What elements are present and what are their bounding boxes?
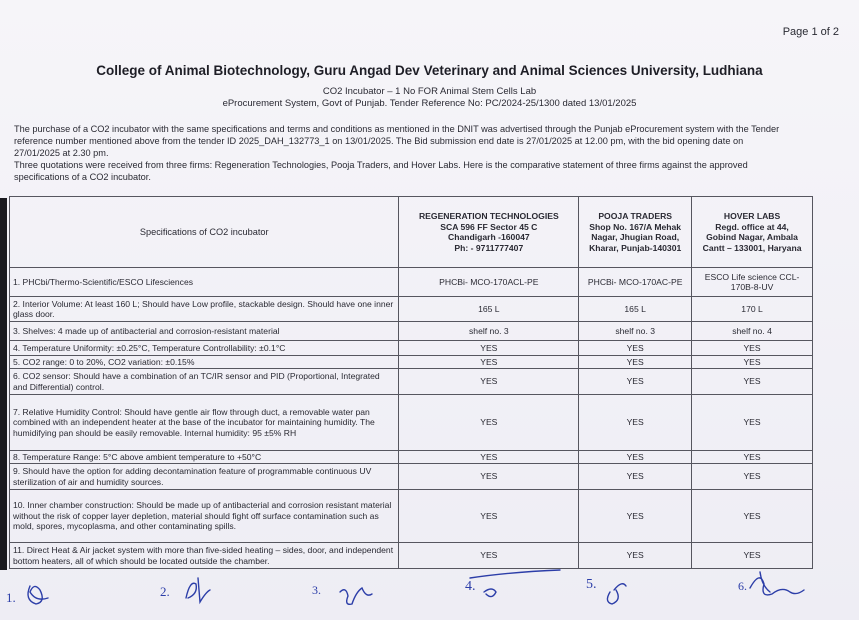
signature-strip	[0, 568, 859, 620]
intro-paragraph-1: The purchase of a CO2 incubator with the same specifications and terms and conditions as mentioned in the DNIT was advertised through the Punjab eProcurement system with the Tender reference number mentioned above from the tender ID 2025_DAH_132773_1 on 13/01/2025. The Bid submission end date is 27/01/2025 at 12.00 pm, with the bid opening date on 27/01/2025 at 2.30 pm.	[14, 124, 780, 158]
value-cell: YES	[399, 464, 579, 490]
firm-name: REGENERATION TECHNOLOGIES	[418, 211, 559, 221]
signature-2	[186, 578, 210, 602]
value-cell: YES	[692, 543, 813, 569]
value-cell: YES	[579, 464, 692, 490]
value-cell: YES	[692, 490, 813, 543]
firm-header-2	[579, 197, 692, 268]
value-cell: shelf no. 3	[579, 322, 692, 341]
value-cell: shelf no. 3	[399, 322, 579, 341]
intro-paragraph-2: Three quotations were received from three firms: Regeneration Technologies, Pooja Traders, and Hover Labs. Here is the comparative statement of three firms against the approved specifications of a CO2 incubator.	[14, 160, 748, 182]
table-row	[10, 369, 813, 395]
value-cell: YES	[399, 341, 579, 356]
spec-cell: 4. Temperature Uniformity: ±0.25°C, Temperature Controllability: ±0.1°C	[10, 341, 399, 356]
firm-address-line: Regd. office at 44,	[715, 221, 789, 232]
spec-cell: 10. Inner chamber construction: Should be made up of antibacterial and corrosion resistant material without the risk of copper layer depletion, material should fight off surface contamination such as mold, spores, mycoplasma, and other contaminating spills.	[10, 490, 399, 543]
value-cell: YES	[692, 451, 813, 464]
table-row	[10, 356, 813, 369]
value-cell: PHCBi- MCO-170AC-PE	[579, 268, 692, 297]
intro-text	[14, 123, 784, 183]
value-cell: YES	[399, 490, 579, 543]
value-cell: YES	[579, 341, 692, 356]
value-cell: 170 L	[692, 297, 813, 322]
subtitle-tender: eProcurement System, Govt of Punjab. Tender Reference No: PC/2024-25/1300 dated 13/01/2025	[222, 98, 637, 109]
firm-header-3	[692, 197, 813, 268]
value-cell: YES	[399, 395, 579, 451]
table-header-row	[10, 197, 813, 268]
value-cell: YES	[399, 543, 579, 569]
spec-header: Specifications of CO2 incubator	[10, 197, 399, 268]
table-row	[10, 268, 813, 297]
table-row	[10, 297, 813, 322]
table-row	[10, 451, 813, 464]
subtitle-item: CO2 Incubator – 1 No FOR Animal Stem Cells Lab	[322, 86, 537, 97]
table-row	[10, 490, 813, 543]
value-cell: YES	[692, 341, 813, 356]
value-cell: YES	[399, 369, 579, 395]
table-row	[10, 395, 813, 451]
value-cell: YES	[579, 451, 692, 464]
signature-4	[470, 570, 560, 597]
table-row	[10, 341, 813, 356]
signature-number: 5.	[586, 577, 597, 592]
firm-address-line: Ph: - 9711777407	[454, 242, 524, 253]
firm-address-line: Shop No. 167/A Mehak	[589, 221, 682, 232]
spec-cell: 1. PHCbi/Thermo-Scientific/ESCO Lifesciences	[10, 268, 399, 297]
value-cell: YES	[579, 490, 692, 543]
spec-cell: 9. Should have the option for adding decontamination feature of programmable continuous UV sterilization of air and humidity sources.	[10, 464, 399, 490]
value-cell: 165 L	[579, 297, 692, 322]
signature-5	[607, 584, 626, 604]
spec-cell: 11. Direct Heat & Air jacket system with more than five-sided heating – sides, door, and independent bottom heaters, all of which should be located outside the chamber.	[10, 543, 399, 569]
value-cell: YES	[692, 395, 813, 451]
value-cell: PHCBi- MCO-170ACL-PE	[399, 268, 579, 297]
table-row	[10, 464, 813, 490]
value-cell: YES	[692, 464, 813, 490]
spec-cell: 2. Interior Volume: At least 160 L; Should have Low profile, stackable design. Should have one inner glass door.	[10, 297, 399, 322]
signature-1	[28, 586, 48, 604]
spec-cell: 6. CO2 sensor: Should have a combination of an TC/IR sensor and PID (Proportional, Integrated and Differential) control.	[10, 369, 399, 395]
signature-number: 1.	[6, 590, 16, 605]
value-cell: 165 L	[399, 297, 579, 322]
value-cell: shelf no. 4	[692, 322, 813, 341]
page-title: College of Animal Biotechnology, Guru Angad Dev Veterinary and Animal Sciences University, Ludhiana	[96, 63, 763, 78]
value-cell: YES	[692, 356, 813, 369]
firm-address-line: Cantt – 133001, Haryana	[702, 242, 802, 253]
signature-number: 4.	[465, 579, 476, 594]
firm-address-line: Chandigarh -160047	[447, 232, 530, 242]
value-cell: ESCO Life science CCL-170B-8-UV	[692, 268, 813, 297]
value-cell: YES	[579, 543, 692, 569]
spec-cell: 3. Shelves: 4 made up of antibacterial and corrosion-resistant material	[10, 322, 399, 341]
value-cell: YES	[579, 369, 692, 395]
scan-edge	[0, 198, 7, 570]
signature-number: 6.	[738, 579, 747, 593]
table-row	[10, 543, 813, 569]
value-cell: YES	[579, 356, 692, 369]
firm-header-1	[399, 197, 579, 268]
firm-name: POOJA TRADERS	[598, 211, 673, 221]
spec-cell: 8. Temperature Range: 5°C above ambient temperature to +50°C	[10, 451, 399, 464]
value-cell: YES	[399, 356, 579, 369]
firm-address-line: Gobind Nagar, Ambala	[706, 232, 798, 242]
firm-address-line: Kharar, Punjab-140301	[589, 242, 682, 253]
firm-name: HOVER LABS	[723, 211, 781, 221]
signature-3	[340, 588, 372, 604]
value-cell: YES	[692, 369, 813, 395]
signature-number: 2.	[160, 584, 170, 599]
spec-cell: 7. Relative Humidity Control: Should have gentle air flow through duct, a removable water pan combined with an independent heater at the base of the incubator for maintaining humidity. The humidifying pan should be easily removable. Internal humidity: 95 ±5% RH	[10, 395, 399, 451]
firm-address-line: SCA 596 FF Sector 45 C	[440, 221, 538, 232]
firm-address-line: Nagar, Jhugian Road,	[591, 232, 680, 242]
spec-cell: 5. CO2 range: 0 to 20%, CO2 variation: ±0.15%	[10, 356, 399, 369]
signature-number: 3.	[312, 583, 321, 597]
comparison-table	[9, 196, 813, 569]
value-cell: YES	[399, 451, 579, 464]
table-row	[10, 322, 813, 341]
page-number: Page 1 of 2	[782, 26, 839, 38]
signature-6	[750, 572, 804, 595]
value-cell: YES	[579, 395, 692, 451]
